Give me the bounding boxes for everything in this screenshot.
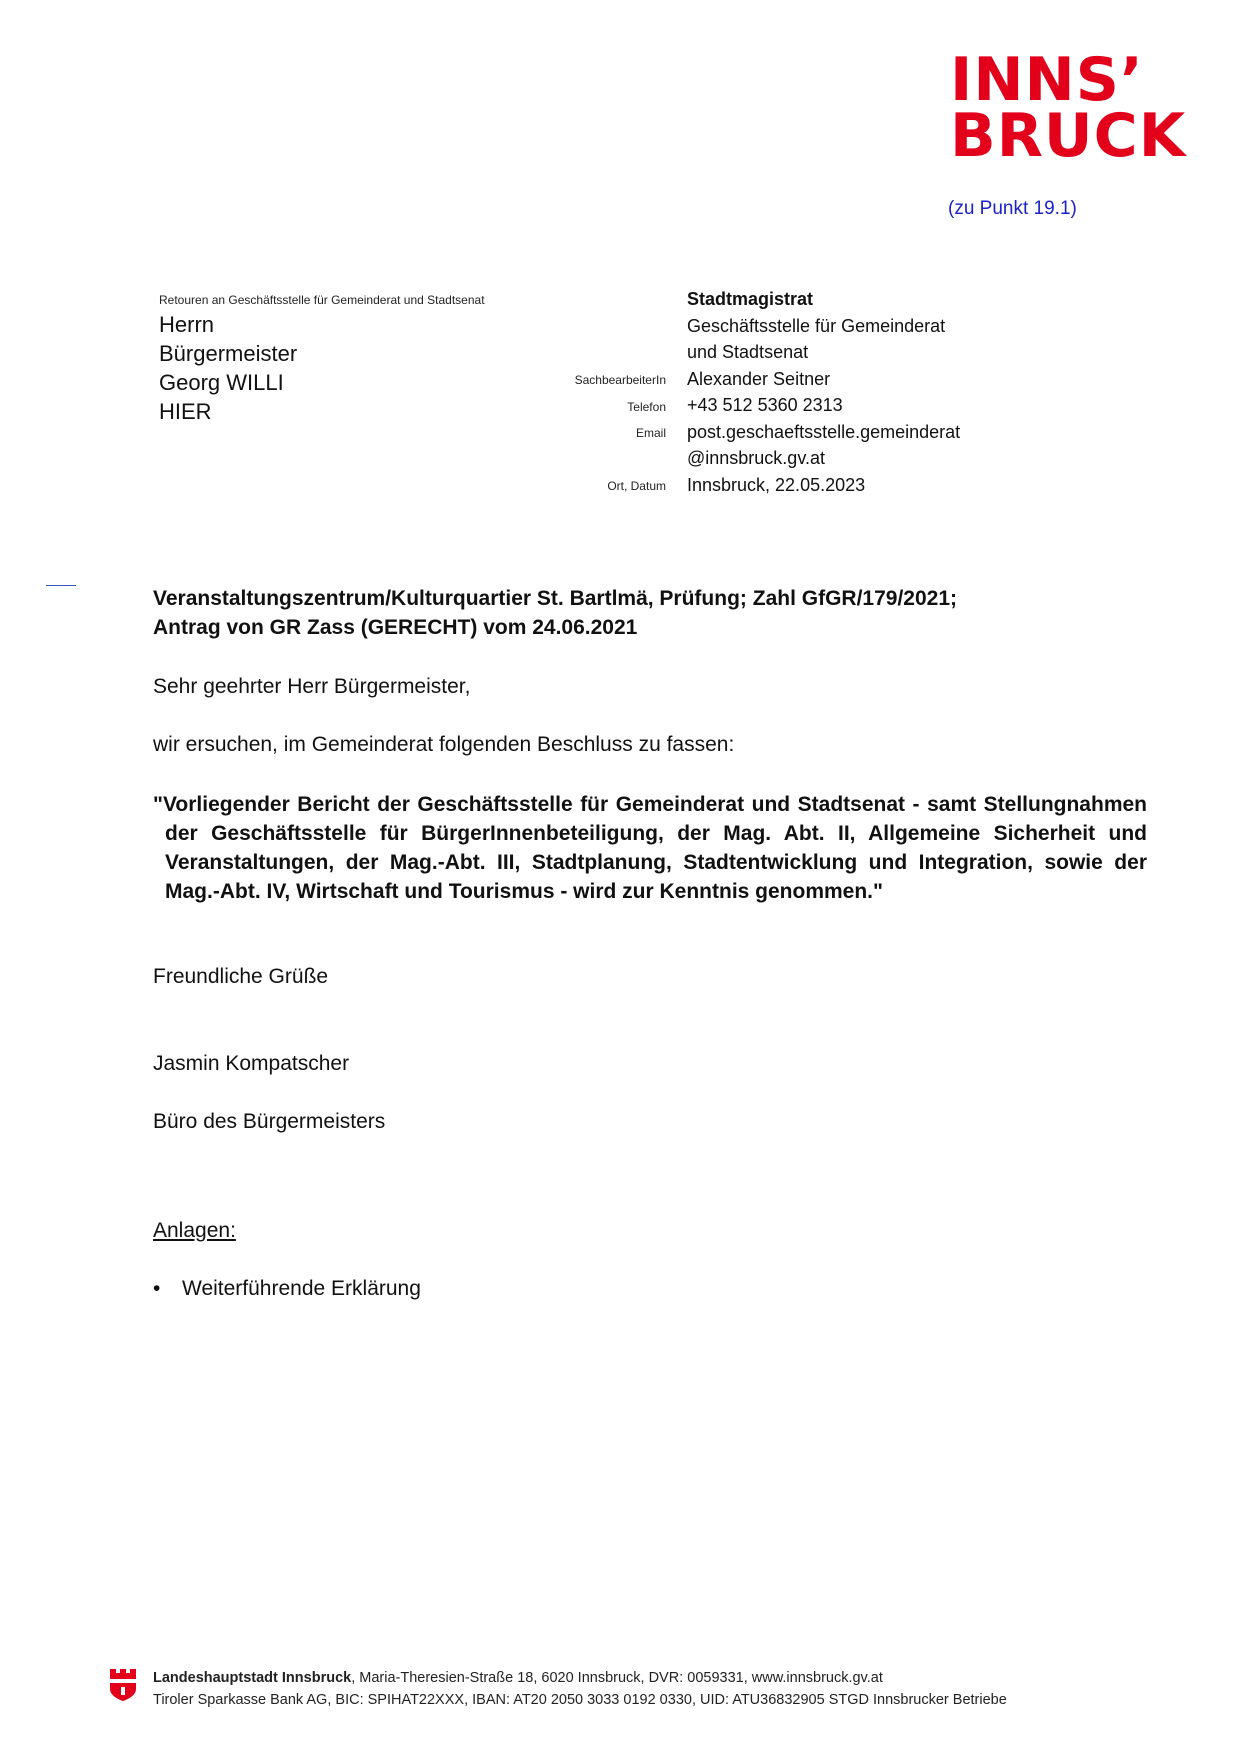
margin-marker	[46, 585, 76, 586]
sender-org: Stadtmagistrat	[687, 289, 814, 309]
recipient-line-4: HIER	[159, 399, 212, 424]
agenda-reference: (zu Punkt 19.1)	[948, 198, 1077, 219]
sender-clerk: Alexander Seitner	[687, 368, 831, 389]
subject	[153, 584, 1153, 642]
sender-dept-1: Geschäftsstelle für Gemeinderat	[687, 315, 946, 336]
signer-office: Büro des Bürgermeisters	[153, 1110, 386, 1133]
footer-line-2: Tiroler Sparkasse Bank AG, BIC: SPIHAT22XXX, IBAN: AT20 2050 3033 0192 0330, UID: ATU36832905 STGD Innsbrucker Betriebe	[153, 1692, 1007, 1708]
recipient-line-2: Bürgermeister	[159, 341, 298, 366]
clerk-label: SachbearbeiterIn	[574, 373, 666, 387]
salutation: Sehr geehrter Herr Bürgermeister,	[153, 675, 471, 698]
recipient-line-3: Georg WILLI	[159, 370, 284, 395]
subject-line-2: Antrag von GR Zass (GERECHT) vom 24.06.2021	[153, 616, 638, 639]
subject-line-1: Veranstaltungszentrum/Kulturquartier St. Bartlmä, Prüfung; Zahl GfGR/179/2021;	[153, 587, 957, 610]
request-text: wir ersuchen, im Gemeinderat folgenden Beschluss zu fassen:	[153, 733, 735, 756]
sender-email-2: @innsbruck.gv.at	[687, 448, 825, 468]
innsbruck-logo	[950, 45, 1190, 171]
attachment-item-label: Weiterführende Erklärung	[182, 1277, 421, 1300]
sender-info	[687, 286, 960, 498]
logo-line-2: BRUCK	[950, 101, 1187, 171]
sender-email-1: post.geschaeftsstelle.gemeinderat	[687, 421, 961, 442]
recipient-line-1: Herrn	[159, 312, 215, 337]
recipient-address	[159, 310, 297, 426]
sender-dept-2: und Stadtsenat	[687, 342, 809, 362]
closing: Freundliche Grüße	[153, 965, 329, 988]
attachment-item	[153, 1277, 421, 1301]
return-address: Retouren an Geschäftsstelle für Gemeinderat und Stadtsenat	[159, 293, 485, 307]
phone-label: Telefon	[627, 400, 666, 414]
resolution-text: "Vorliegender Bericht der Geschäftsstelle für Gemeinderat und Stadtsenat - samt Stellungnahmen der Geschäftsstelle für BürgerInnenbeteiligung, der Mag. Abt. II, Allgemeine Sicherheit und Veranstaltungen, der Mag.-Abt. III, Stadtplanung, Stadtentwicklung und Integration, sowie der Mag.-Abt. IV, Wirtschaft und Tourismus - wird zur Kenntnis genommen."	[153, 793, 1147, 903]
footer	[153, 1667, 1007, 1711]
logo-line-1: INNS’	[950, 45, 1144, 115]
signer-name: Jasmin Kompatscher	[153, 1052, 350, 1075]
date-label: Ort, Datum	[607, 479, 666, 493]
sender-phone: +43 512 5360 2313	[687, 395, 843, 415]
footer-line-1	[153, 1667, 1007, 1689]
city-crest-icon	[108, 1667, 138, 1703]
footer-address: , Maria-Theresien-Straße 18, 6020 Innsbruck, DVR: 0059331, www.innsbruck.gv.at	[351, 1670, 883, 1686]
attachments-heading: Anlagen:	[153, 1219, 236, 1242]
bullet-icon: •	[153, 1277, 161, 1300]
footer-city-name: Landeshauptstadt Innsbruck	[153, 1670, 352, 1686]
email-label: Email	[635, 426, 666, 440]
sender-date: Innsbruck, 22.05.2023	[687, 474, 866, 495]
